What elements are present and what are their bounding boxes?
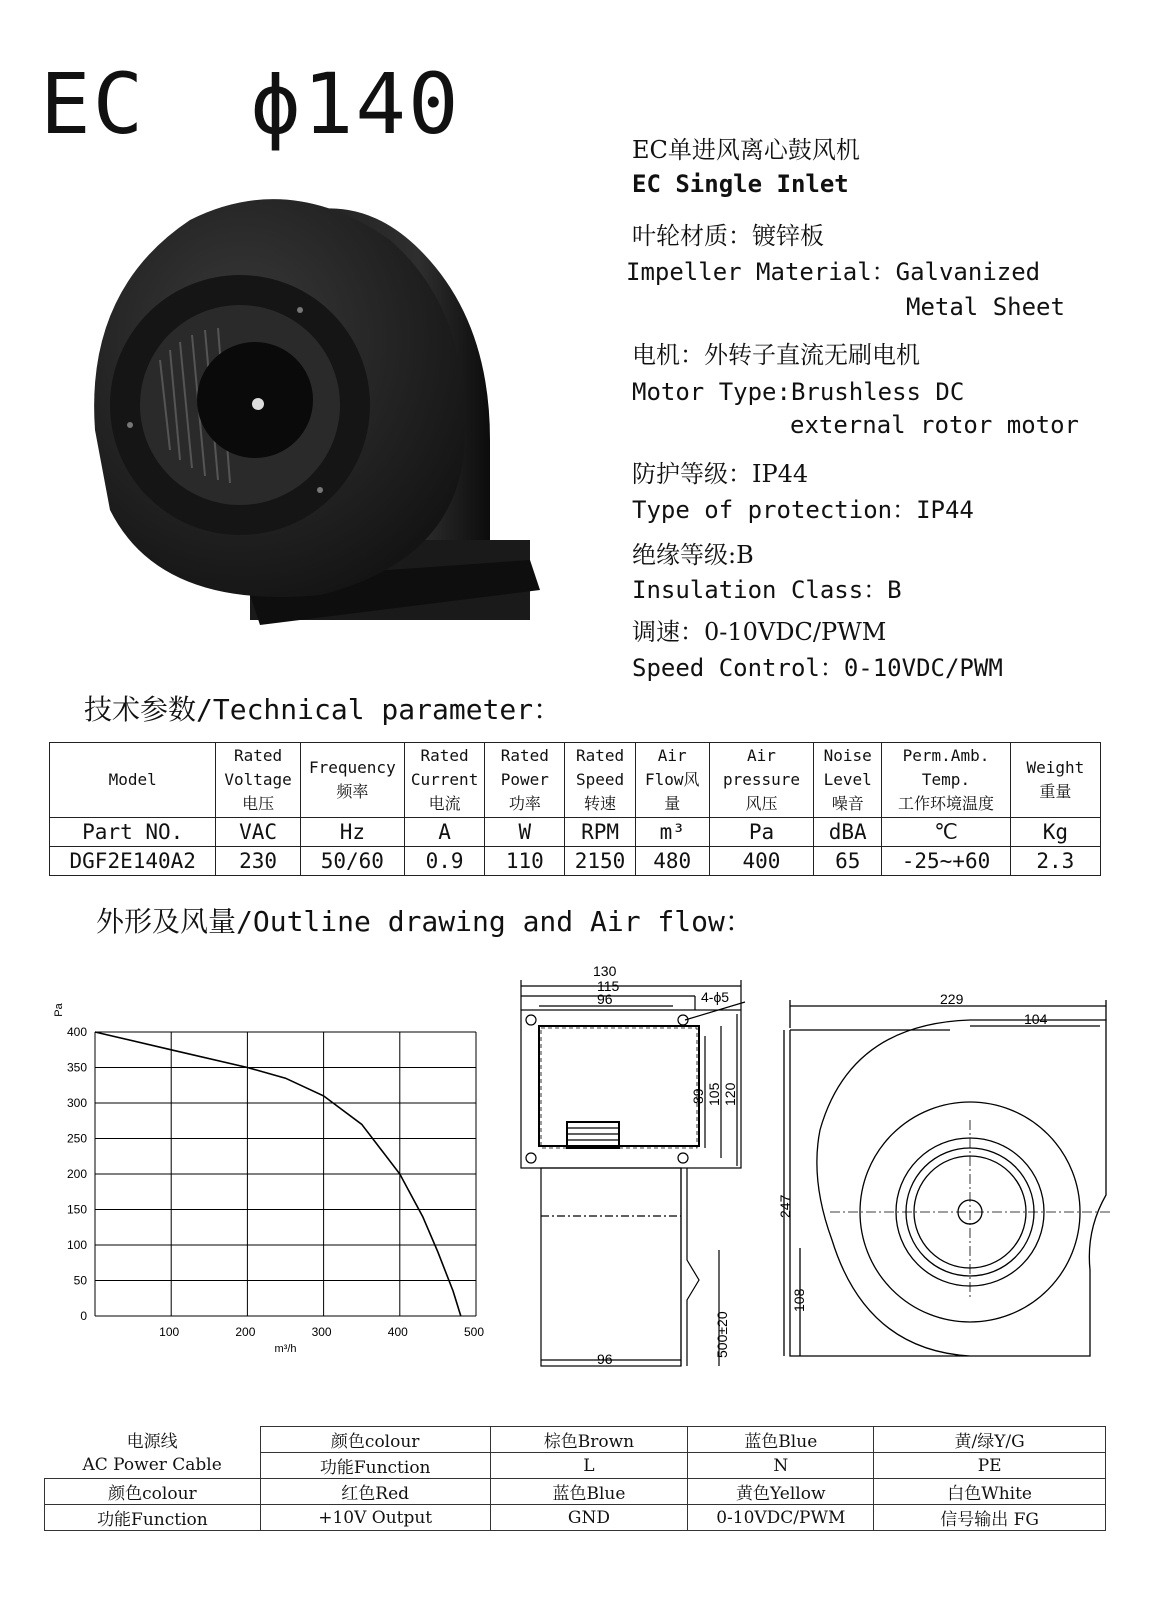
- front-outline-drawing: [505, 960, 765, 1380]
- cable-cell: 功能Function: [260, 1453, 490, 1479]
- spec-speed-cn: 调速：0-10VDC/PWM: [632, 618, 887, 646]
- tech-header-row: [50, 743, 1101, 818]
- dim-115: 115: [597, 978, 620, 994]
- tech-value-cell: 0.9: [405, 847, 485, 876]
- cable-cell: 电源线: [45, 1427, 261, 1453]
- y-tick-label: 150: [66, 1202, 87, 1217]
- tech-header-cell: Rated Current 电流: [405, 743, 485, 818]
- cable-cell: 黄/绿Y/G: [874, 1427, 1106, 1453]
- tech-header-cell: Air Flow风 量: [635, 743, 709, 818]
- x-tick-label: 100: [159, 1325, 180, 1339]
- tech-value-cell: 2150: [565, 847, 635, 876]
- tech-header-cell: Air pressure 风压: [709, 743, 813, 818]
- y-tick-label: 100: [66, 1238, 87, 1252]
- cable-cell: N: [688, 1453, 874, 1479]
- cable-cell: 蓝色Blue: [688, 1427, 874, 1453]
- cable-cell: 颜色colour: [45, 1479, 261, 1505]
- dim-247: 247: [777, 1194, 793, 1218]
- dim-104: 104: [1024, 1011, 1048, 1027]
- tech-value-cell: 50/60: [300, 847, 404, 876]
- cable-cell: L: [490, 1453, 688, 1479]
- y-tick-label: 200: [66, 1167, 87, 1181]
- tech-header-cell: Perm.Amb. Temp. 工作环境温度: [882, 743, 1010, 818]
- cable-cell: PE: [874, 1453, 1106, 1479]
- tech-unit-cell: RPM: [565, 818, 635, 847]
- blower-photo: [70, 180, 580, 650]
- dim-96-top: 96: [597, 991, 613, 1007]
- cable-cell: 蓝色Blue: [490, 1479, 688, 1505]
- cable-cell: GND: [490, 1505, 688, 1531]
- y-axis-label: Pa: [53, 1003, 65, 1017]
- tech-header-cell: Rated Speed 转速: [565, 743, 635, 818]
- airflow-chart: [40, 990, 500, 1370]
- x-axis-label: m³/h: [274, 1343, 297, 1355]
- dim-108: 108: [791, 1288, 807, 1312]
- tech-header-cell: Weight 重量: [1010, 743, 1100, 818]
- tech-header-cell: Model: [50, 743, 216, 818]
- tech-unit-cell: m³: [635, 818, 709, 847]
- cable-cell: 信号输出 FG: [874, 1505, 1106, 1531]
- tech-unit-cell: VAC: [216, 818, 300, 847]
- cable-cell: 颜色colour: [260, 1427, 490, 1453]
- cable-cell: AC Power Cable: [45, 1453, 261, 1479]
- x-tick-label: 400: [387, 1325, 408, 1339]
- cable-row-2: [45, 1453, 1106, 1479]
- x-tick-label: 200: [235, 1325, 256, 1339]
- side-outline-drawing: [770, 980, 1115, 1360]
- tech-unit-cell: dBA: [814, 818, 882, 847]
- tech-units-row: [50, 818, 1101, 847]
- tech-value-cell: DGF2E140A2: [50, 847, 216, 876]
- cable-cell: 红色Red: [260, 1479, 490, 1505]
- tech-table: [49, 742, 1101, 876]
- tech-header-cell: Rated Voltage 电压: [216, 743, 300, 818]
- dim-cable-length: 500±20: [714, 1311, 730, 1358]
- tech-value-cell: 400: [709, 847, 813, 876]
- y-tick-label: 400: [66, 1025, 87, 1039]
- spec-impeller-en-2: Metal Sheet: [906, 293, 1065, 321]
- outline-heading: 外形及风量/Outline drawing and Air flow：: [96, 905, 753, 938]
- spec-impeller-en-1: Impeller Material：Galvanized: [626, 258, 1041, 286]
- tech-heading: 技术参数/Technical parameter：: [84, 693, 562, 726]
- spec-cn-name: EC单进风离心鼓风机: [632, 136, 860, 164]
- cable-cell: 0-10VDC/PWM: [688, 1505, 874, 1531]
- dim-89: 89: [690, 1088, 706, 1104]
- spec-motor-en-2: external rotor motor: [790, 411, 1079, 439]
- tech-unit-cell: A: [405, 818, 485, 847]
- dim-229: 229: [940, 991, 964, 1007]
- dim-130: 130: [593, 963, 617, 979]
- x-tick-label: 500: [463, 1325, 485, 1339]
- tech-values-row: [50, 847, 1101, 876]
- tech-unit-cell: W: [485, 818, 565, 847]
- tech-value-cell: -25~+60: [882, 847, 1010, 876]
- tech-unit-cell: Pa: [709, 818, 813, 847]
- cable-cell: 棕色Brown: [490, 1427, 688, 1453]
- cable-cell: 黄色Yellow: [688, 1479, 874, 1505]
- tech-header-cell: Noise Level 噪音: [814, 743, 882, 818]
- cable-cell: 白色White: [874, 1479, 1106, 1505]
- product-title: EC ϕ140: [40, 55, 461, 153]
- dim-holes: 4-ϕ5: [701, 989, 730, 1005]
- dim-96-bottom: 96: [597, 1351, 613, 1367]
- y-tick-label: 350: [66, 1060, 87, 1075]
- spec-speed-en: Speed Control：0-10VDC/PWM: [632, 654, 1003, 682]
- spec-motor-cn: 电机：外转子直流无刷电机: [632, 341, 920, 369]
- tech-value-cell: 480: [635, 847, 709, 876]
- y-tick-label: 250: [66, 1131, 87, 1146]
- x-tick-label: 300: [311, 1325, 332, 1339]
- cable-row-4: [45, 1505, 1106, 1531]
- cable-table: [44, 1426, 1106, 1531]
- tech-unit-cell: Part NO.: [50, 818, 216, 847]
- y-tick-label: 50: [73, 1273, 87, 1288]
- spec-impeller-cn: 叶轮材质：镀锌板: [632, 222, 824, 250]
- spec-protection-en: Type of protection：IP44: [632, 496, 974, 524]
- tech-unit-cell: Hz: [300, 818, 404, 847]
- spec-protection-cn: 防护等级：IP44: [632, 460, 809, 488]
- tech-header-cell: Frequency 频率: [300, 743, 404, 818]
- spec-en-name: EC Single Inlet: [632, 170, 849, 198]
- y-tick-label: 300: [66, 1096, 87, 1110]
- cable-cell: 功能Function: [45, 1505, 261, 1531]
- tech-value-cell: 2.3: [1010, 847, 1100, 876]
- cable-row-3: [45, 1479, 1106, 1505]
- y-tick-label: 0: [80, 1309, 87, 1323]
- cable-row-1: [45, 1427, 1106, 1453]
- spec-insulation-en: Insulation Class：B: [632, 576, 902, 604]
- tech-unit-cell: ℃: [882, 818, 1010, 847]
- tech-value-cell: 110: [485, 847, 565, 876]
- spec-insulation-cn: 绝缘等级:B: [632, 541, 754, 569]
- tech-value-cell: 65: [814, 847, 882, 876]
- dim-120: 120: [722, 1082, 738, 1106]
- tech-header-cell: Rated Power 功率: [485, 743, 565, 818]
- spec-motor-en-1: Motor Type:Brushless DC: [632, 378, 965, 406]
- cable-cell: +10V Output: [260, 1505, 490, 1531]
- tech-unit-cell: Kg: [1010, 818, 1100, 847]
- tech-value-cell: 230: [216, 847, 300, 876]
- dim-105: 105: [706, 1082, 722, 1106]
